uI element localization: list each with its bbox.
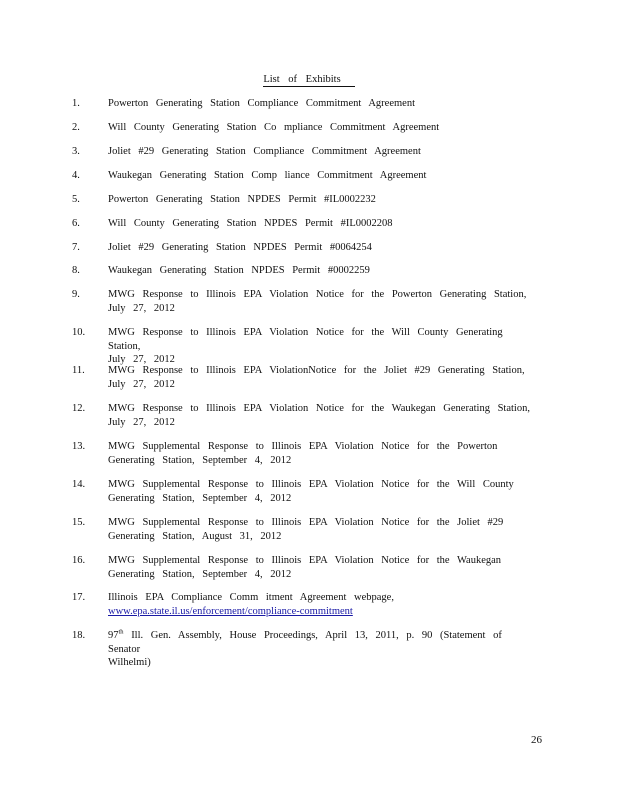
item-number: 7. [72, 242, 80, 253]
item-text: Powerton Generating Station NPDES Permit #IL0002232 [108, 194, 376, 205]
item-text: MWG Supplemental Response to Illinois EPA Violation Notice for the Waukegan Generating Station, September 4, 2012 [108, 555, 502, 580]
item-number: 10. [72, 327, 86, 338]
item-text: Will County Generating Station Co mpliance Commitment Agreement [108, 122, 440, 133]
item-text: Waukegan Generating Station NPDES Permit #0002259 [108, 265, 370, 276]
item-text: 97th Ill. Gen. Assembly, House Proceedings, April 13, 2011, p. 90 (Statement of Senator Wilhelmi) [108, 628, 502, 668]
item-number: 6. [72, 218, 80, 229]
item-number: 5. [72, 194, 80, 205]
item-text: Joliet #29 Generating Station Compliance Commitment Agreement [108, 146, 421, 157]
item-number: 2. [72, 122, 80, 133]
item-number: 14. [72, 479, 86, 490]
compliance-commitment-link[interactable]: www.epa.state.il.us/enforcement/compliance-commitment [108, 605, 353, 617]
item-text: Joliet #29 Generating Station NPDES Permit #0064254 [108, 242, 372, 253]
item-text: Powerton Generating Station Compliance Commitment Agreement [108, 98, 415, 109]
item-number: 11. [72, 365, 85, 376]
page-number: 26 [531, 734, 542, 746]
item-number: 15. [72, 517, 86, 528]
item-number: 4. [72, 170, 80, 181]
item-text: MWG Supplemental Response to Illinois EPA Violation Notice for the Joliet #29 Generating Station, August 31, 2012 [108, 517, 504, 542]
item-number: 8. [72, 265, 80, 276]
item-text: MWG Response to Illinois EPA ViolationNotice for the Joliet #29 Generating Station, July 27, 2012 [108, 365, 525, 390]
item-text: MWG Supplemental Response to Illinois EPA Violation Notice for the Will County Generating Station, September 4, 2012 [108, 479, 514, 504]
item-text: MWG Supplemental Response to Illinois EPA Violation Notice for the Powerton Generating Station, September 4, 2012 [108, 441, 498, 466]
item-text: MWG Response to Illinois EPA Violation Notice for the Waukegan Generating Station, July 27, 2012 [108, 403, 530, 428]
item-text: Illinois EPA Compliance Comm itment Agreement webpage, www.epa.state.il.us/enforcement/compliance-commitment [108, 591, 540, 618]
item-text: MWG Response to Illinois EPA Violation Notice for the Will County Generating Station, July 27, 2012 [108, 327, 503, 365]
item-number: 12. [72, 403, 86, 414]
page-title: List of Exhibits [0, 74, 618, 85]
item-number: 16. [72, 555, 86, 566]
item-number: 18. [72, 630, 86, 641]
item-number: 1. [72, 98, 80, 109]
item-text: MWG Response to Illinois EPA Violation Notice for the Powerton Generating Station, July 27, 2012 [108, 289, 527, 314]
item-number: 13. [72, 441, 86, 452]
item-text: Will County Generating Station NPDES Permit #IL0002208 [108, 218, 393, 229]
item-number: 9. [72, 289, 80, 300]
item-text: Waukegan Generating Station Comp liance Commitment Agreement [108, 170, 427, 181]
item-number: 3. [72, 146, 80, 157]
item-number: 17. [72, 592, 86, 603]
